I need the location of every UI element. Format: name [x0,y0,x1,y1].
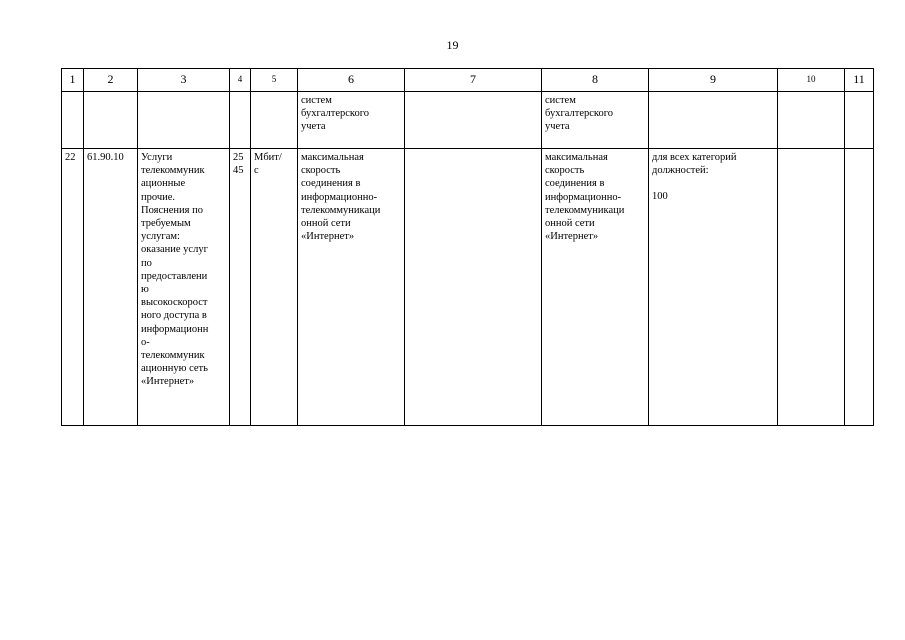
table-row [62,149,874,426]
table-cell [251,92,298,149]
cell-text: телекоммуник [141,165,205,177]
cell-text: «Интернет» [301,231,355,243]
cell-text: оказание услуг [141,244,208,256]
cell-text: учета [545,121,570,133]
cell-text: ного доступа в [141,310,207,322]
okei-code-cell [230,149,251,426]
header-cell: 11 [845,69,874,92]
cell-text: услугам: [141,231,180,243]
cell-text: максимальная [301,152,364,163]
header-cell: 10 [778,69,845,92]
cell-text: максимальная [545,152,608,163]
cell-text: должностей: [652,165,709,177]
table-cell [84,92,138,149]
table-cell [778,149,845,426]
cell-text: Мбит/ [254,152,282,163]
characteristic-cell [542,149,649,426]
cell-text: требуемым [141,218,191,230]
table-cell [138,92,230,149]
value-cell [649,149,778,426]
cell-text: предоставлени [141,270,208,282]
requirements-table [61,68,874,426]
header-cell: 8 [542,69,649,92]
cell-text: онной сети [545,218,595,230]
cell-text: соединения в [545,178,605,190]
table-cell [845,149,874,426]
cell-text: Услуги [141,152,173,163]
header-cell: 9 [649,69,778,92]
cell-text: Пояснения по [141,204,203,216]
cell-text: по [141,257,152,269]
cell-text: о- [141,336,150,348]
cell-text: для всех категорий [652,152,737,163]
table-cell [405,92,542,149]
cell-text: информационно- [545,191,622,203]
header-cell: 6 [298,69,405,92]
page-number: 19 [446,38,459,52]
table-cell [230,92,251,149]
header-cell: 4 [230,69,251,92]
cell-text: скорость [545,165,585,177]
cell-text: онной сети [301,218,351,230]
header-cell: 7 [405,69,542,92]
row-number-cell: 22 [62,149,84,426]
table-cell [62,92,84,149]
unit-cell [251,149,298,426]
header-cell: 3 [138,69,230,92]
header-row [62,69,874,92]
cell-text: информационно- [301,191,378,203]
cell-text: бухгалтерского [301,108,370,120]
cell-text: прочие. [141,191,176,203]
table-cell [298,92,405,149]
table-cell [542,92,649,149]
cell-text: ационную сеть [141,363,208,375]
header-cell: 5 [251,69,298,92]
cell-text: систем [301,95,332,106]
cell-text: ационные [141,178,186,190]
cell-text: скорость [301,165,341,177]
table-cell [845,92,874,149]
cell-spacer [652,177,774,190]
cell-text: ю [141,284,149,296]
cell-text: бухгалтерского [545,108,614,120]
cell-text: с [254,165,259,177]
cell-text: «Интернет» [545,231,599,243]
cell-text: телекоммуникаци [301,204,381,216]
cell-text: 45 [233,165,244,177]
cell-text: телекоммуник [141,350,205,362]
table-cell [649,92,778,149]
cell-text: высокоскорост [141,297,208,309]
cell-text: соединения в [301,178,361,190]
service-name-cell [138,149,230,426]
okpd-code-cell: 61.90.10 [84,149,138,426]
table-cell [778,92,845,149]
cell-text: 100 [652,191,668,203]
cell-text: информационн [141,323,209,335]
cell-text: систем [545,95,576,106]
table-row [62,92,874,149]
cell-text: учета [301,121,326,133]
header-cell: 2 [84,69,138,92]
cell-text: телекоммуникаци [545,204,625,216]
table-cell [405,149,542,426]
characteristic-cell [298,149,405,426]
header-cell: 1 [62,69,84,92]
cell-text: «Интернет» [141,376,195,388]
cell-text: 25 [233,152,244,163]
